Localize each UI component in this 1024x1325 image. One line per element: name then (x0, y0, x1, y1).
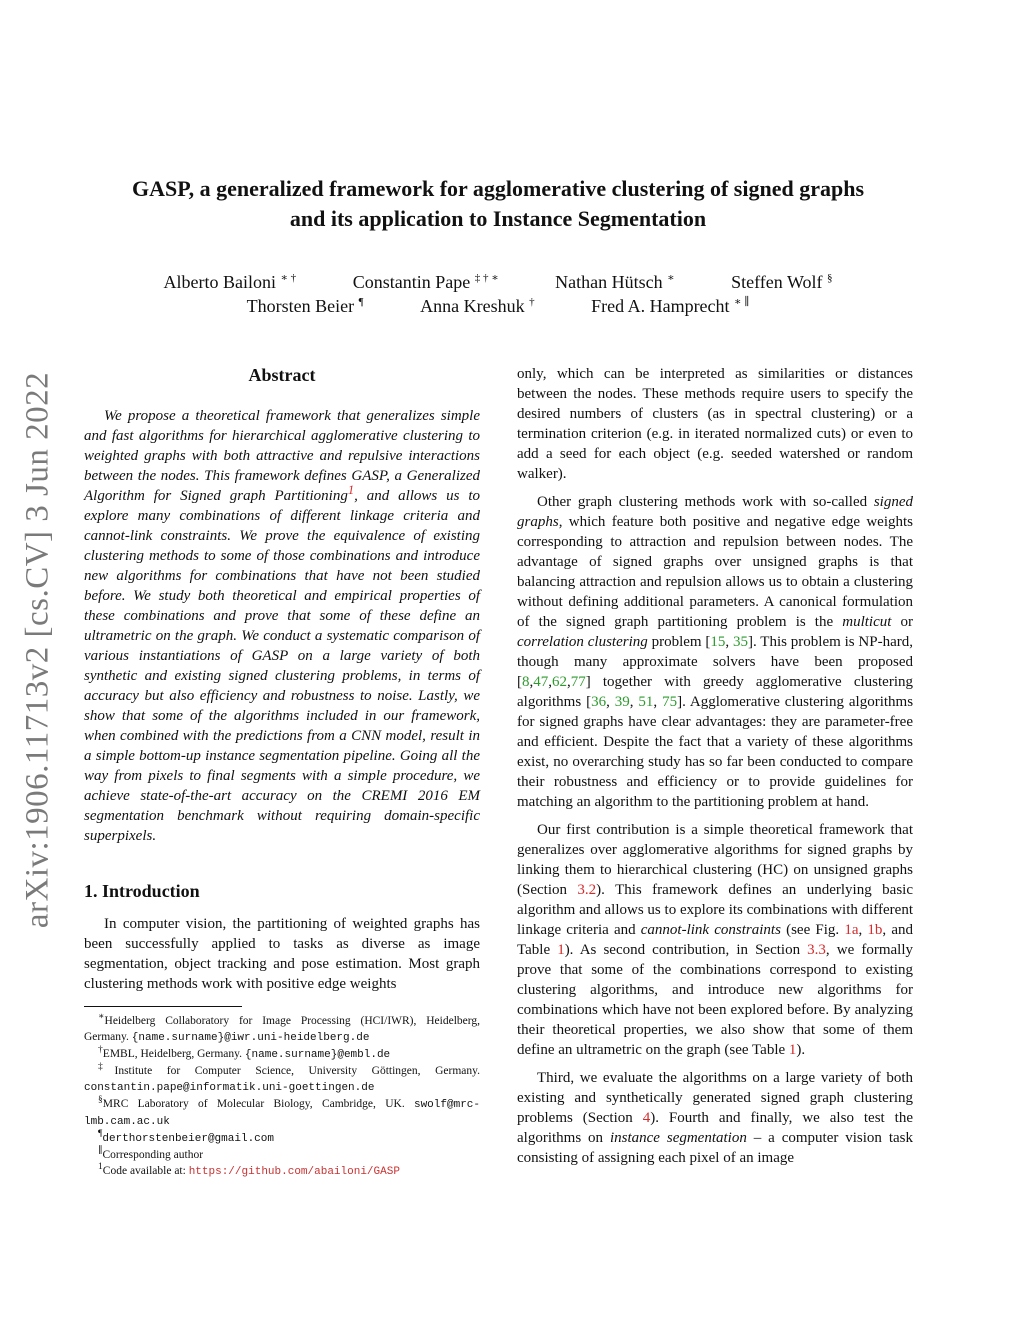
footnote: ∥Corresponding author (98, 1145, 204, 1161)
right-column (517, 364, 913, 1176)
citation-link[interactable]: 75 (662, 694, 678, 710)
section-ref-link[interactable]: 3.2 (577, 882, 597, 898)
author: Constantin Pape ‡ † ∗ (352, 272, 499, 292)
footnote: ¶derthorstenbeier@gmail.com (98, 1128, 274, 1145)
citation-link[interactable]: 15 (710, 634, 726, 650)
footnote-divider (84, 1006, 242, 1007)
author-row-1 (70, 270, 926, 294)
citation-link[interactable]: 36 (591, 694, 607, 710)
abstract-heading: Abstract (248, 365, 316, 385)
footnote: §MRC Laboratory of Molecular Biology, Cambridge, UK. swolf@mrc-lmb.cam.ac.uk (84, 1094, 480, 1128)
footnotes (84, 1013, 480, 1180)
section-ref-link[interactable]: 3.3 (807, 942, 826, 958)
body-paragraph: Third, we evaluate the algorithms on a large variety of both existing and synthetically generated signed graph clustering problems (Section 4). Fourth and finally, we also test the algorithms on instance segmentation – a computer vision task consisting of assigning each pixel of an image (517, 1070, 913, 1166)
left-column (84, 364, 480, 1180)
title-line-2: and its application to Instance Segmentation (289, 206, 707, 231)
body-paragraph: Other graph clustering methods work with so-called signed graphs, which feature both positive and negative edge weights corresponding to attraction and repulsion between nodes. The advantage of signed graphs over unsigned graphs is that balancing attraction and repulsion allows us to obtain a clustering without defining additional parameters. A canonical formulation of the signed graph partitioning problem is the multicut or correlation clustering problem [15, 35]. This problem is NP-hard, though many approximate solvers have been proposed [8,47,62,77] together with greedy agglomerative clustering algorithms [36, 39, 51, 75]. Agglomerative clustering algorithms for signed graphs have clear advantages: they are parameter-free and efficient. Despite the fact that a variety of these algorithms exist, no overarching study has so far been conducted to compare their robustness and efficiency or to provide guidelines for matching an algorithm to the partitioning problem at hand. (517, 494, 914, 810)
table-ref-link[interactable]: 1 (557, 942, 565, 958)
title-line-1: GASP, a generalized framework for agglomerative clustering of signed graphs (131, 176, 864, 201)
footnote: $^1$Code available at: https://github.com/abailoni/GASP (98, 1161, 400, 1178)
author: Thorsten Beier ¶ (246, 296, 364, 316)
section-ref-link[interactable]: 4 (642, 1110, 651, 1126)
table-ref-link[interactable]: 1 (788, 1042, 797, 1058)
abstract-text: We propose a theoretical framework that generalizes simple and fast algorithms for hierarchical agglomerative clustering to weighted graphs with both attractive and repulsive interactions between the nodes. This framework defines GASP, a Generalized Algorithm for Signed graph Partitioning$^1$, and allows us to explore many combinations of different linkage criteria and cannot-link constraints. We prove the equivalence of existing clustering methods to some of those combinations and introduce new algorithms for combinations that have not been studied before. We study both theoretical and empirical properties of these combinations and prove that some of these define an ultrametric on the graph. We conduct a systematic comparison of various instantiations of GASP on a large variety of both synthetic and existing signed clustering problems, in terms of accuracy but also efficiency and robustness to noise. Lastly, we show that some of the algorithms included in our framework, when combined with the predictions from a CNN model, result in a simple bottom-up instance segmentation pipeline. Going all the way from pixels to final segments with a simple procedure, we achieve state-of-the-art accuracy on the CREMI 2016 EM segmentation benchmark without requiring domain-specific superpixels. (84, 408, 480, 844)
author-row-2 (70, 294, 926, 318)
citation-link[interactable]: 47 (533, 674, 549, 690)
body-paragraph: Our first contribution is a simple theoretical framework that generalizes over agglomerative algorithms for signed graphs by linking them to hierarchical clustering (HC) on unsigned graphs (Section 3.2). This framework defines an underlying basic algorithm and allows us to explore its combinations with different linkage criteria and cannot-link constraints (see Fig. 1a, 1b, and Table 1). As second contribution, in Section 3.3, we formally prove that some of the combinations correspond to existing clustering algorithms, and introduce new algorithms for combinations which have not been explored before. By analyzing their theoretical properties, we also show that some of them define an ultrametric on the graph (see Table 1). (517, 822, 913, 1058)
arxiv-identifier: arXiv:1906.11713v2 [cs.CV] 3 Jun 2022 (19, 371, 56, 929)
footnote: ∗Heidelberg Collaboratory for Image Processing (HCI/IWR), Heidelberg, Germany. {name.surname}@iwr.uni-heidelberg.de (84, 1011, 480, 1044)
citation-link[interactable]: 39 (614, 694, 630, 710)
paper-title (70, 174, 926, 234)
author: Anna Kreshuk † (420, 296, 535, 316)
code-link[interactable]: https://github.com/abailoni/GASP (188, 1166, 400, 1178)
author: Nathan Hütsch ∗ (555, 272, 675, 292)
intro-paragraph: In computer vision, the partitioning of weighted graphs has been successfully applied to tasks as diverse as image segmentation, object tracking and pose estimation. Most graph clustering methods work with positive edge weights (84, 916, 480, 992)
citation-link[interactable]: 35 (732, 634, 748, 650)
figure-ref-link[interactable]: 1a (844, 922, 859, 938)
author: Steffen Wolf § (731, 272, 833, 292)
arxiv-sidebar (18, 370, 58, 930)
citation-link[interactable]: 8 (522, 674, 530, 690)
citation-link[interactable]: 77 (570, 674, 586, 690)
author: Fred A. Hamprecht ∗ ∥ (591, 296, 750, 316)
footnote: †EMBL, Heidelberg, Germany. {name.surname}@embl.de (98, 1044, 391, 1061)
body-paragraph: only, which can be interpreted as similarities or distances between the nodes. These methods require users to specify the desired numbers of clusters (as in spectral clustering) or a termination criterion (e.g. in iterated normalized cuts) or even to add a seed for each object (e.g. seeded watershed or random walker). (517, 366, 913, 482)
author-list (70, 270, 926, 318)
footnote-ref[interactable]: 1 (347, 483, 355, 497)
author: Alberto Bailoni ∗ † (163, 272, 297, 292)
citation-link[interactable]: 62 (552, 674, 567, 690)
citation-link[interactable]: 51 (638, 694, 654, 710)
section-heading-introduction: 1. Introduction (84, 881, 200, 901)
figure-ref-link[interactable]: 1b (867, 922, 883, 938)
footnote: ‡Institute for Computer Science, University Göttingen, Germany. constantin.pape@informatik.uni-goettingen.de (84, 1061, 481, 1094)
